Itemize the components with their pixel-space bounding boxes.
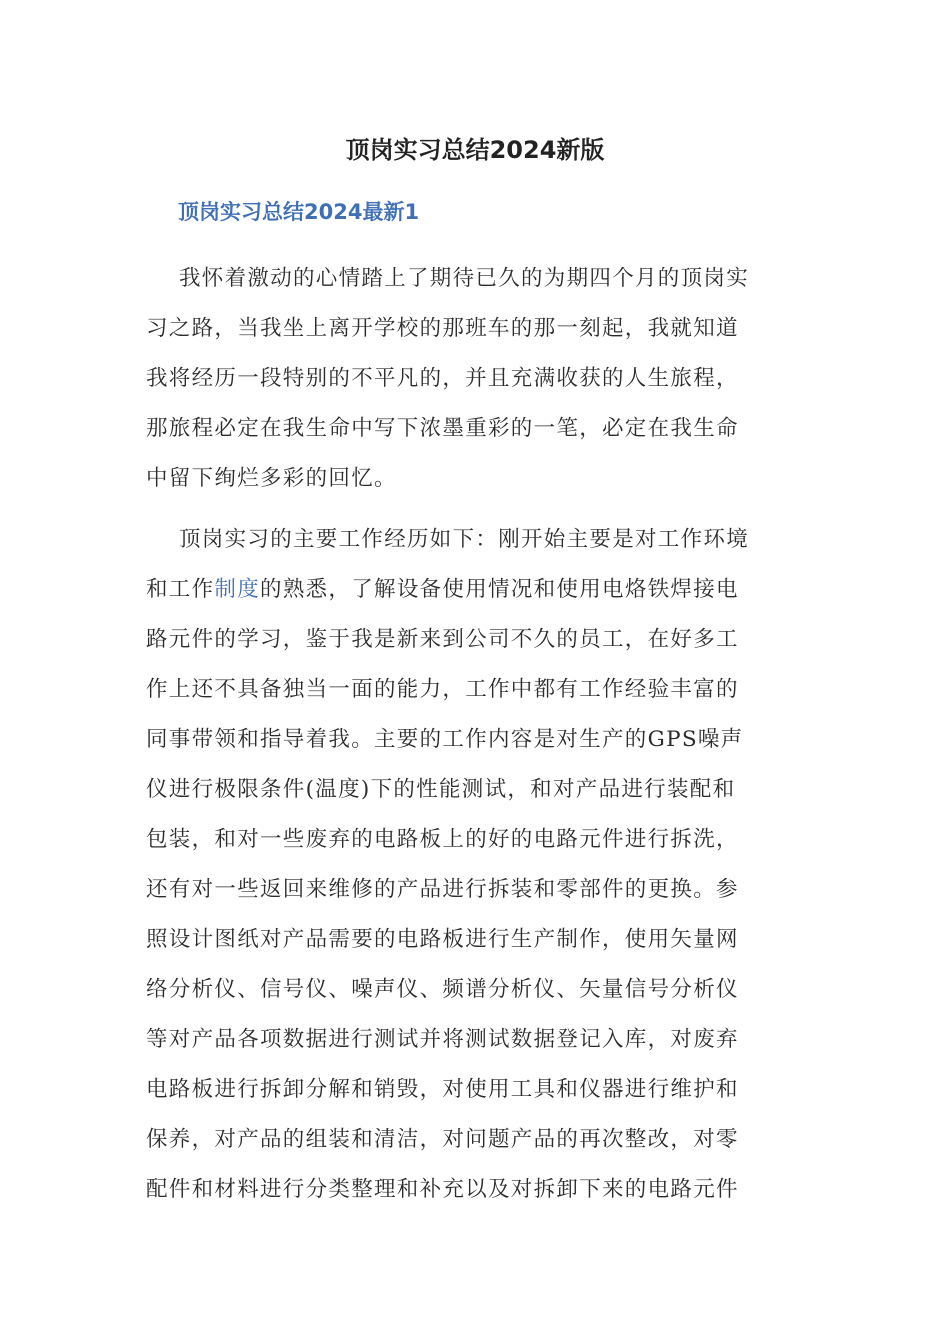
paragraph-line: 我将经历一段特别的不平凡的，并且充满收获的人生旅程， <box>146 366 739 391</box>
paragraph-text: 的熟悉，了解设备使用情况和使用电烙铁焊接电 <box>260 577 739 602</box>
section-heading: 顶岗实习总结2024最新1 <box>178 200 420 224</box>
paragraph-line: 络分析仪、信号仪、噪声仪、频谱分析仪、矢量信号分析仪 <box>146 977 739 1002</box>
paragraph-line: 仪进行极限条件(温度)下的性能测试，和对产品进行装配和 <box>146 777 736 802</box>
paragraph-line: 中留下绚烂多彩的回忆。 <box>146 466 397 491</box>
paragraph-line <box>146 565 798 615</box>
paragraph-line: 我怀着激动的心情踏上了期待已久的为期四个月的顶岗实 <box>179 266 750 291</box>
document-title: 顶岗实习总结2024新版 <box>345 136 605 164</box>
paragraph-intro <box>146 254 798 504</box>
paragraph-line: 同事带领和指导着我。主要的工作内容是对生产的GPS噪声 <box>146 727 744 752</box>
paragraph-line: 配件和材料进行分类整理和补充以及对拆卸下来的电路元件 <box>146 1177 739 1202</box>
paragraph-line: 作上还不具备独当一面的能力，工作中都有工作经验丰富的 <box>146 677 739 702</box>
paragraph-line: 顶岗实习的主要工作经历如下：刚开始主要是对工作环境 <box>179 527 750 552</box>
paragraph-line: 保养，对产品的组装和清洁，对问题产品的再次整改，对零 <box>146 1127 739 1152</box>
paragraph-line: 等对产品各项数据进行测试并将测试数据登记入库，对废弃 <box>146 1027 739 1052</box>
paragraph-line: 路元件的学习，鉴于我是新来到公司不久的员工，在好多工 <box>146 627 739 652</box>
paragraph-line: 电路板进行拆卸分解和销毁，对使用工具和仪器进行维护和 <box>146 1077 739 1102</box>
paragraph-line: 照设计图纸对产品需要的电路板进行生产制作，使用矢量网 <box>146 927 739 952</box>
paragraph-line: 包装，和对一些废弃的电路板上的好的电路元件进行拆洗， <box>146 827 739 852</box>
paragraph-line: 习之路，当我坐上离开学校的那班车的那一刻起，我就知道 <box>146 316 739 341</box>
paragraph-line: 还有对一些返回来维修的产品进行拆装和零部件的更换。参 <box>146 877 739 902</box>
system-link[interactable]: 制度 <box>214 577 261 602</box>
paragraph-text: 和工作 <box>146 577 215 602</box>
paragraph-line: 那旅程必定在我生命中写下浓墨重彩的一笔，必定在我生命 <box>146 416 739 441</box>
paragraph-work-experience <box>146 515 798 1215</box>
